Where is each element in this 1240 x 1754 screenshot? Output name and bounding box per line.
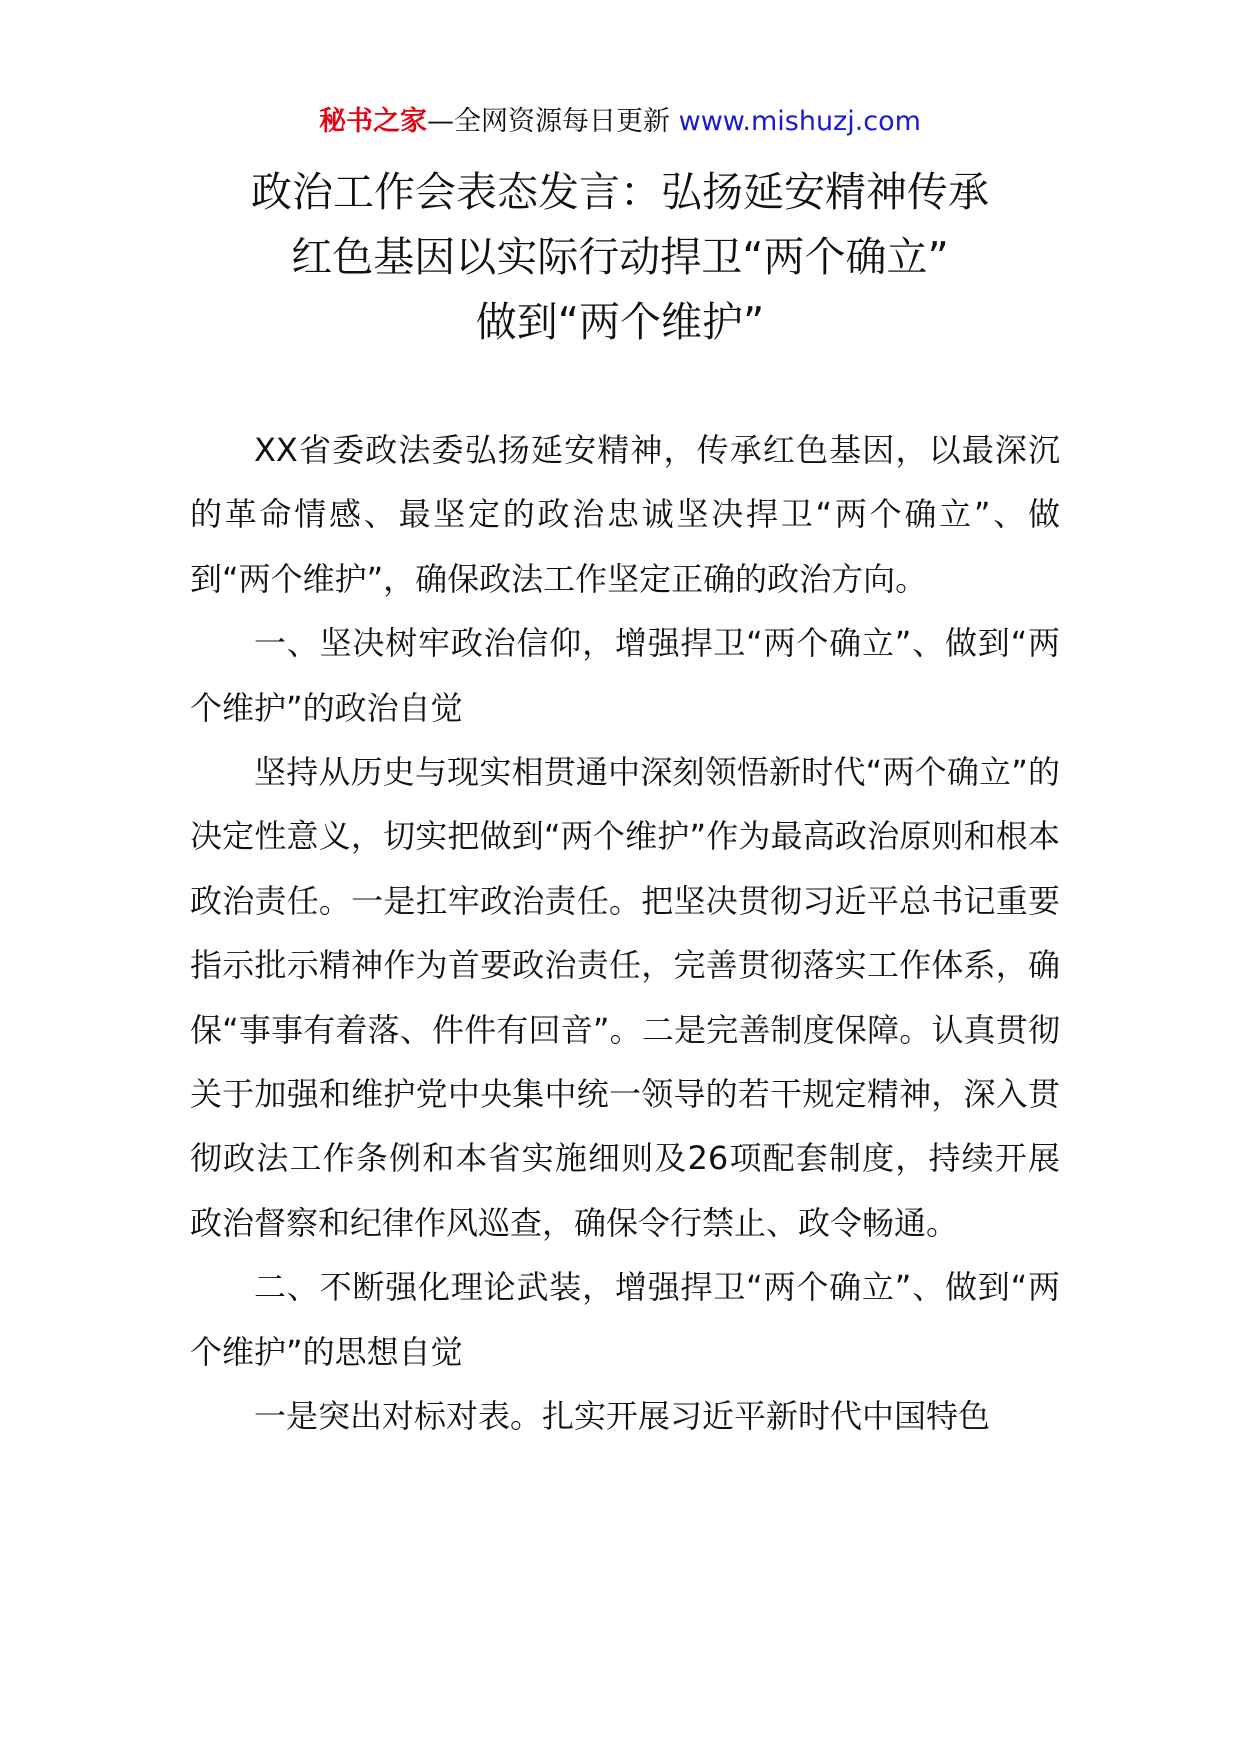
document-body xyxy=(190,418,1060,1449)
document-title xyxy=(160,160,1080,355)
site-url-link[interactable]: www.mishuzj.com xyxy=(678,106,921,137)
header-tagline: —全网资源每日更新 xyxy=(427,106,671,137)
title-line: 政治工作会表态发言：弘扬延安精神传承 xyxy=(251,168,989,216)
site-header xyxy=(0,100,1240,144)
title-line: 红色基因以实际行动捍卫“两个确立” xyxy=(291,233,949,281)
body-paragraph: 坚持从历史与现实相贯通中深刻领悟新时代“两个确立”的决定性意义，切实把做到“两个维护”作为最高政治原则和根本政治责任。一是扛牢政治责任。把坚决贯彻习近平总书记重要指示批示精神作为首要政治责任，完善贯彻落实工作体系，确保“事事有着落、件件有回音”。二是完善制度保障。认真贯彻关于加强和维护党中央集中统一领导的若干规定精神，深入贯彻政法工作条例和本省实施细则及26项配套制度，持续开展政治督察和纪律作风巡查，确保令行禁止、政令畅通。 xyxy=(190,753,1060,1242)
title-line: 做到“两个维护” xyxy=(475,298,765,346)
intro-paragraph: XX省委政法委弘扬延安精神，传承红色基因，以最深沉的革命情感、最坚定的政治忠诚坚决捍卫“两个确立”、做到“两个维护”，确保政法工作坚定正确的政治方向。 xyxy=(190,431,1060,598)
body-paragraph: 一是突出对标对表。扎实开展习近平新时代中国特色 xyxy=(254,1397,991,1436)
section-heading-2: 二、不断强化理论武装，增强捍卫“两个确立”、做到“两个维护”的思想自觉 xyxy=(190,1268,1060,1371)
brand-name: 秘书之家 xyxy=(319,106,428,137)
section-heading-1: 一、坚决树牢政治信仰，增强捍卫“两个确立”、做到“两个维护”的政治自觉 xyxy=(190,624,1060,727)
